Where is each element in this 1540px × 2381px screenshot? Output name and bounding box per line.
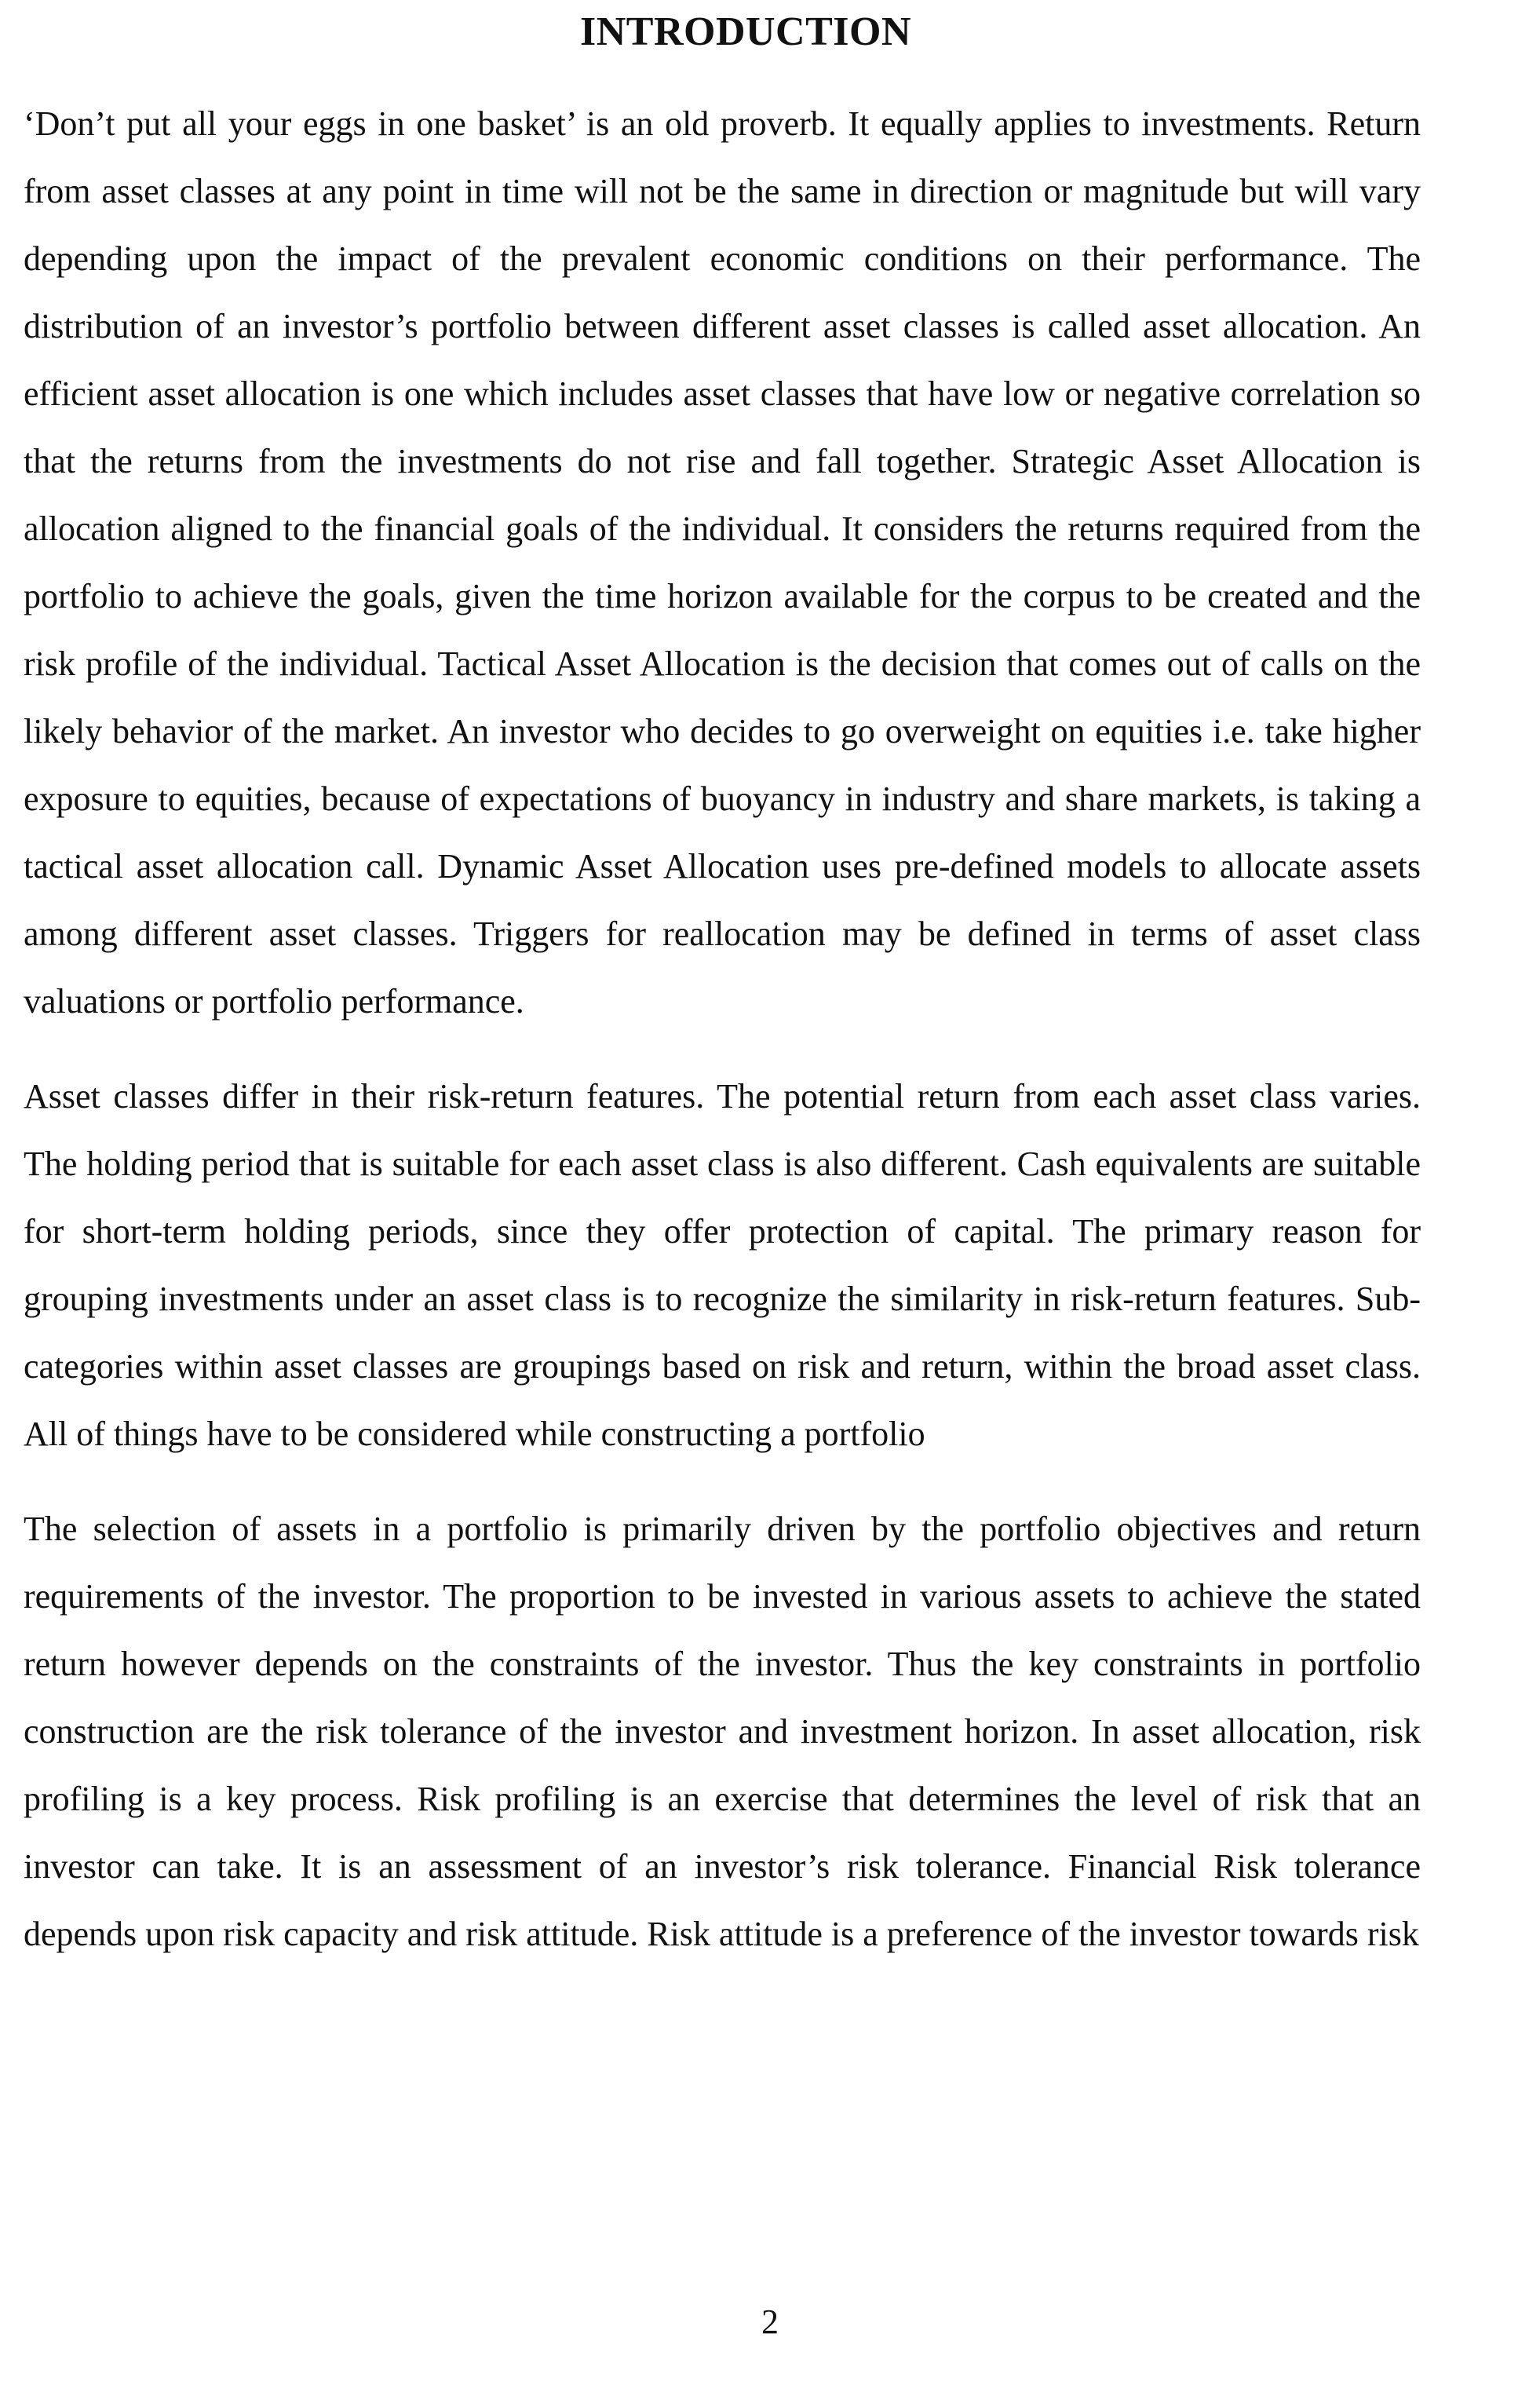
page-number: 2 <box>761 2302 779 2341</box>
paragraph-asset-classes: Asset classes differ in their risk-return features. The potential return from each asset class varies. The holding period that is suitable for each asset class is also different. Cash equivalents are suitable for short-term holding periods, since they offer protection of capital. The primary reason for grouping investments under an asset class is to recognize the similarity in risk-return features. Sub-categories within asset classes are groupings based on risk and return, within the broad asset class. All of things have to be considered while constructing a portfolio <box>24 1077 1421 1453</box>
page-title: INTRODUCTION <box>579 9 912 54</box>
document-page <box>24 0 1421 1968</box>
paragraph-asset-allocation: ‘Don’t put all your eggs in one basket’ is an old proverb. It equally applies to investments. Return from asset classes at any point in time will not be the same in direction or magnitude but will vary depending upon the impact of the prevalent economic conditions on their performance. The distribution of an investor’s portfolio between different asset classes is called asset allocation. An efficient asset allocation is one which includes asset classes that have low or negative correlation so that the returns from the investments do not rise and fall together. Strategic Asset Allocation is allocation aligned to the financial goals of the individual. It considers the returns required from the portfolio to achieve the goals, given the time horizon available for the corpus to be created and the risk profile of the individual. Tactical Asset Allocation is the decision that comes out of calls on the likely behavior of the market. An investor who decides to go overweight on equities i.e. take higher exposure to equities, because of expectations of buoyancy in industry and share markets, is taking a tactical asset allocation call. Dynamic Asset Allocation uses pre-defined models to allocate assets among different asset classes. Triggers for reallocation may be defined in terms of asset class valuations or portfolio performance. <box>24 104 1421 1021</box>
paragraph-asset-selection: The selection of assets in a portfolio is primarily driven by the portfolio objectives and return requirements of the investor. The proportion to be invested in various assets to achieve the stated return however depends on the constraints of the investor. Thus the key constraints in portfolio construction are the risk tolerance of the investor and investment horizon. In asset allocation, risk profiling is a key process. Risk profiling is an exercise that determines the level of risk that an investor can take. It is an assessment of an investor’s risk tolerance. Financial Risk tolerance depends upon risk capacity and risk attitude. Risk attitude is a preference of the investor towards risk <box>24 1510 1421 1953</box>
